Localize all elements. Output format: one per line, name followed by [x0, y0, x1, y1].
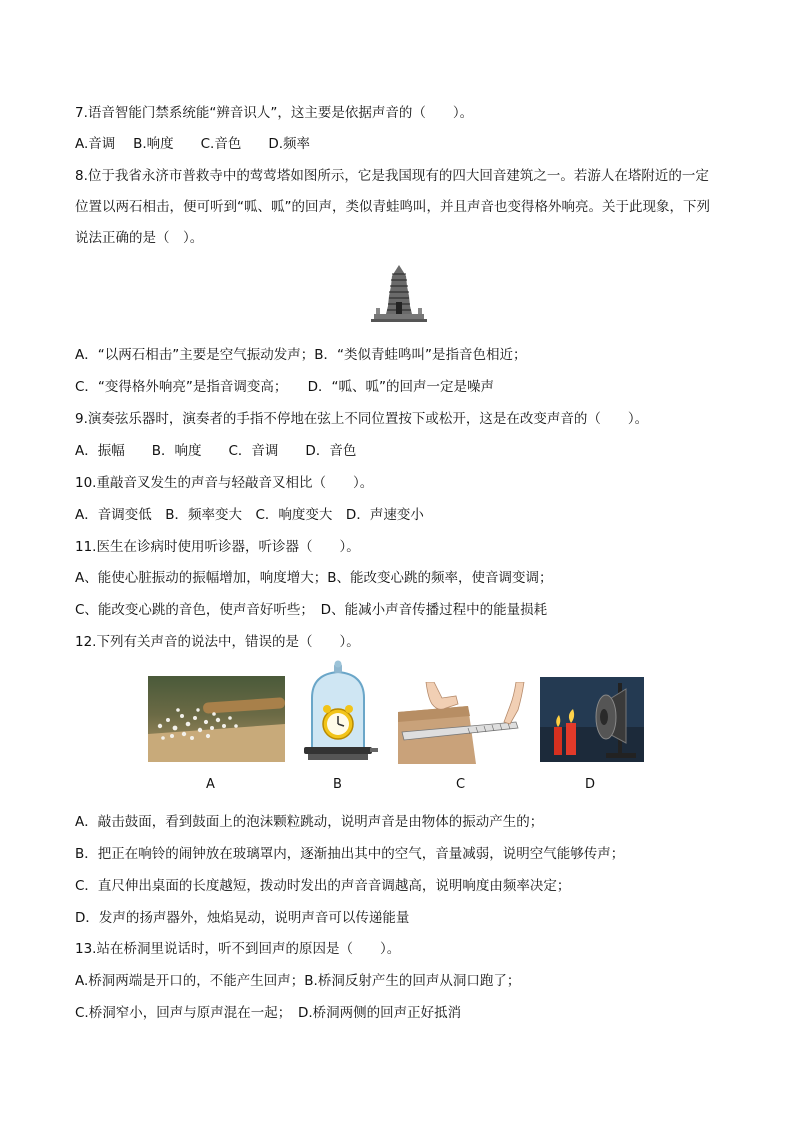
figure-c-ruler-table — [398, 682, 531, 764]
q13-option-line-2: C.桥洞窄小，回声与原声混在一起； D.桥洞两侧的回声正好抵消 — [75, 1005, 462, 1021]
q8-stem-line-1: 8.位于我省永济市普救寺中的莺莺塔如图所示，它是我国现有的四大回音建筑之一。若游人在塔附近的一定 — [75, 168, 709, 184]
pagoda-figure — [368, 262, 430, 324]
q11-option-line-1: A、能使心脏振动的振幅增加，响度增大；B、能改变心跳的频率，使音调变调； — [75, 570, 553, 586]
candle — [566, 723, 576, 755]
q11-option-line-2: C、能改变心跳的音色，使声音好听些； D、能减小声音传播过程中的能量损耗 — [75, 602, 548, 618]
figure-caption-a: A — [206, 777, 215, 792]
vacuum-plate — [304, 747, 372, 754]
pagoda-door — [396, 302, 402, 314]
q8-option-line-2: C．“变得格外响亮”是指音调变高； D．“呱、呱”的回声一定是噪声 — [75, 379, 495, 395]
plucking-hand — [504, 682, 524, 724]
q12-option-d: D．发声的扬声器外，烛焰晃动，说明声音可以传递能量 — [75, 910, 410, 926]
figure-caption-b: B — [333, 777, 342, 792]
figure-d-speaker-candle — [540, 677, 644, 762]
q10-stem: 10.重敲音叉发生的声音与轻敲音叉相比（ ）。 — [75, 475, 374, 491]
q12-option-c: C．直尺伸出桌面的长度越短，拨动时发出的声音音调越高，说明响度由频率决定； — [75, 878, 571, 894]
pressing-hand — [426, 682, 458, 709]
q8-stem-line-2: 位置以两石相击，便可听到“呱、呱”的回声，类似青蛙鸣叫，并且声音也变得格外响亮。关于此现象，下列 — [75, 199, 710, 215]
q13-stem: 13.站在桥洞里说话时，听不到回声的原因是（ ）。 — [75, 941, 401, 957]
q10-options: A．音调变低 B．频率变大 C．响度变大 D．声速变小 — [75, 507, 424, 523]
q13-option-line-1: A.桥洞两端是开口的，不能产生回声；B.桥洞反射产生的回声从洞口跑了； — [75, 973, 521, 989]
q12-option-a: A．敲击鼓面，看到鼓面上的泡沫颗粒跳动，说明声音是由物体的振动产生的； — [75, 814, 544, 830]
figure-b-bell-jar-clock — [298, 660, 378, 763]
q12-option-b: B．把正在响铃的闹钟放在玻璃罩内，逐渐抽出其中的空气，音量减弱，说明空气能够传声； — [75, 846, 625, 862]
q8-stem-line-3: 说法正确的是（ ）。 — [75, 230, 204, 246]
figure-caption-c: C — [456, 777, 466, 792]
q9-stem: 9.演奏弦乐器时，演奏者的手指不停地在弦上不同位置按下或松开，这是在改变声音的（ ）。 — [75, 411, 649, 427]
figure-caption-d: D — [585, 777, 596, 792]
q8-option-line-1: A．“以两石相击”主要是空气振动发声；B．“类似青蛙鸣叫”是指音色相近； — [75, 347, 527, 363]
q9-options: A．振幅 B．响度 C．音调 D．音色 — [75, 443, 357, 459]
q7-options: A.音调 B.响度 C.音色 D.频率 — [75, 136, 311, 152]
figure-a-drum-foam — [148, 676, 285, 762]
q7-stem: 7.语音智能门禁系统能“辨音识人”，这主要是依据声音的（ ）。 — [75, 105, 474, 121]
q12-stem: 12.下列有关声音的说法中，错误的是（ ）。 — [75, 634, 360, 650]
q11-stem: 11.医生在诊病时使用听诊器，听诊器（ ）。 — [75, 539, 360, 555]
